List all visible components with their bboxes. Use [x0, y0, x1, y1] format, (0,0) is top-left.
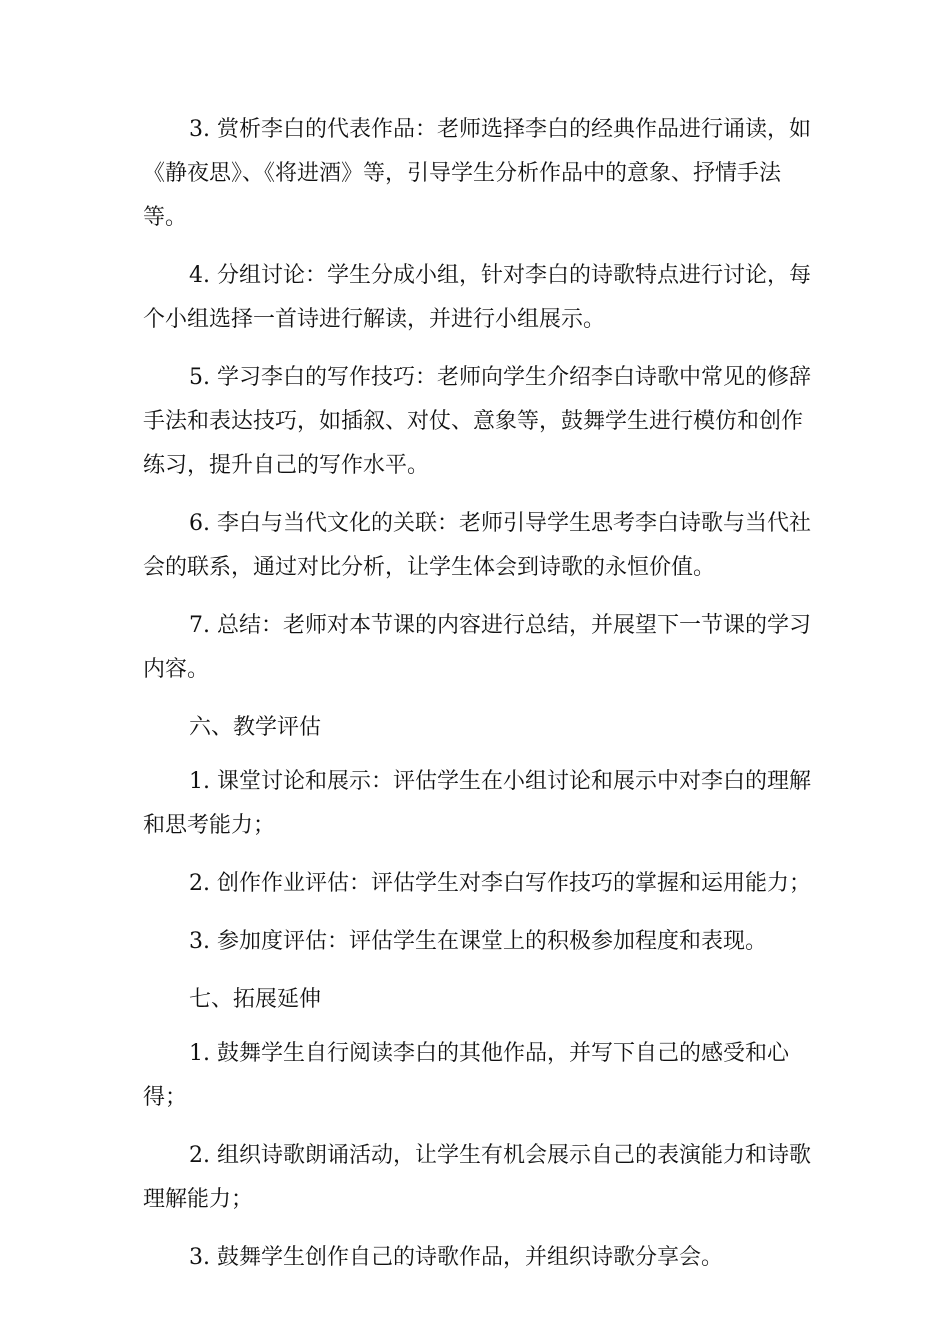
paragraph-item-6-contemporary-culture: 6. 李白与当代文化的关联：老师引导学生思考李白诗歌与当代社会的联系，通过对比分析，让学生体会到诗歌的永恒价值。 [143, 511, 811, 580]
extension-item-3: 3. 鼓舞学生创作自己的诗歌作品，并组织诗歌分享会。 [189, 1245, 723, 1270]
paragraph-item-3-appreciation: 3. 赏析李白的代表作品：老师选择李白的经典作品进行诵读，如《静夜思》、《将进酒》等，引导学生分析作品中的意象、抒情手法等。 [143, 117, 811, 230]
extension-item-2: 2. 组织诗歌朗诵活动，让学生有机会展示自己的表演能力和诗歌理解能力； [143, 1143, 811, 1212]
document-body [143, 108, 823, 1294]
section-heading-teaching-evaluation: 六、教学评估 [189, 715, 322, 740]
paragraph-item-4-group-discussion: 4. 分组讨论：学生分成小组，针对李白的诗歌特点进行讨论，每个小组选择一首诗进行解读，并进行小组展示。 [143, 263, 811, 332]
paragraph-item-7-summary: 7. 总结：老师对本节课的内容进行总结，并展望下一节课的学习内容。 [143, 613, 811, 682]
paragraph-item-5-writing-skills: 5. 学习李白的写作技巧：老师向学生介绍李白诗歌中常见的修辞手法和表达技巧，如插叙、对仗、意象等，鼓舞学生进行模仿和创作练习，提升自己的写作水平。 [143, 365, 811, 478]
section-heading-extension: 七、拓展延伸 [189, 987, 322, 1012]
evaluation-item-3: 3. 参加度评估：评估学生在课堂上的积极参加程度和表现。 [189, 929, 767, 954]
evaluation-item-1: 1. 课堂讨论和展示：评估学生在小组讨论和展示中对李白的理解和思考能力； [143, 769, 811, 838]
evaluation-item-2: 2. 创作作业评估：评估学生对李白写作技巧的掌握和运用能力； [189, 871, 811, 896]
extension-item-1: 1. 鼓舞学生自行阅读李白的其他作品，并写下自己的感受和心得； [143, 1041, 789, 1110]
